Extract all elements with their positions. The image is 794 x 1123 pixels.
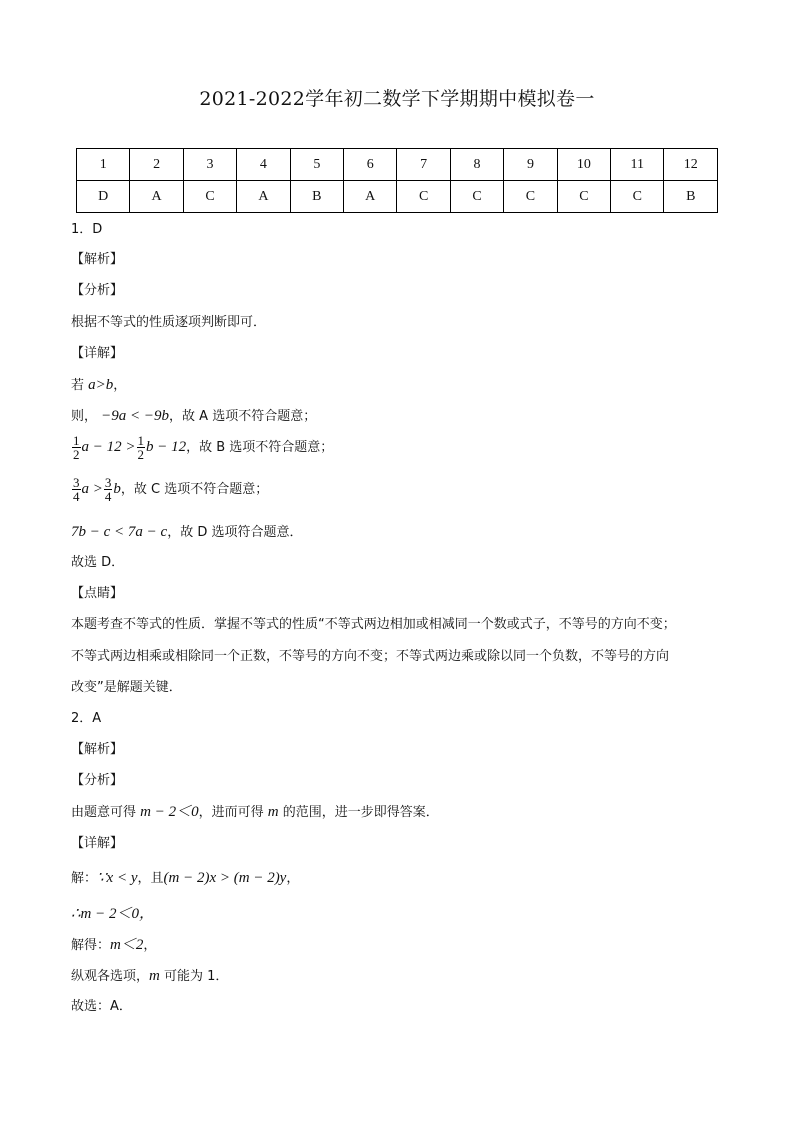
table-cell: 2 xyxy=(130,149,183,181)
q2-conclusion: 故选：A． xyxy=(71,999,132,1014)
q2-step-3 xyxy=(71,937,156,954)
table-cell: A xyxy=(130,181,183,213)
text-span: ， xyxy=(113,378,127,393)
q1-option-d-line xyxy=(71,524,302,541)
fraction-numerator: 3 xyxy=(104,475,112,490)
table-cell: C xyxy=(504,181,557,213)
table-cell: D xyxy=(77,181,130,213)
q1-dianjing-line-1: 本题考查不等式的性质．掌握不等式的性质“不等式两边相加或相减同一个数或式子，不等号的方向不变； xyxy=(71,617,676,632)
math-expression: m − 2＜0 xyxy=(140,804,199,820)
text-span: 可能为 1． xyxy=(159,969,229,984)
page-title: 2021-2022学年初二数学下学期期中模拟卷一 xyxy=(199,88,595,110)
text-span: 则， xyxy=(71,409,98,424)
q1-option-b-line xyxy=(71,434,333,461)
table-cell: 7 xyxy=(397,149,450,181)
q2-step-1 xyxy=(71,870,299,887)
fraction xyxy=(137,434,146,461)
table-cell: C xyxy=(450,181,503,213)
q1-condition-line xyxy=(71,377,126,394)
table-cell: A xyxy=(237,181,290,213)
answer-table-answer-row xyxy=(77,181,718,213)
answer-table-number-row xyxy=(77,149,718,181)
text-span: 由题意可得 xyxy=(71,805,141,820)
fraction-denominator: 4 xyxy=(73,489,80,504)
table-cell: 6 xyxy=(344,149,397,181)
text-span: ，且 xyxy=(137,871,164,886)
fraction xyxy=(72,434,81,461)
text-span: ， xyxy=(286,871,300,886)
math-expression: m xyxy=(267,804,279,820)
q2-heading: 2．A xyxy=(71,711,102,726)
math-expression: (m − 2)x > (m − 2)y xyxy=(163,870,287,886)
q1-dianjing-line-2: 不等式两边相乘或相除同一个正数，不等号的方向不变；不等式两边乘或除以同一个负数，不等号的方向 xyxy=(71,649,670,664)
q1-option-c-line xyxy=(71,476,268,503)
table-cell: 5 xyxy=(290,149,343,181)
q2-xiangjie-label: 【详解】 xyxy=(71,836,124,851)
table-cell: 3 xyxy=(183,149,236,181)
table-cell: B xyxy=(664,181,718,213)
text-span: ，故 A 选项不符合题意； xyxy=(169,409,317,424)
q1-fenxi-label: 【分析】 xyxy=(71,283,124,298)
table-cell: C xyxy=(397,181,450,213)
text-span: ， xyxy=(143,938,157,953)
q1-conclusion: 故选 D． xyxy=(71,555,125,570)
table-cell: 10 xyxy=(557,149,610,181)
fraction-numerator: 3 xyxy=(73,475,80,490)
fraction-numerator: 1 xyxy=(137,433,144,448)
q1-dianjing-label: 【点睛】 xyxy=(71,586,124,601)
math-expression: −9a < −9b xyxy=(101,408,170,424)
q2-step-2 xyxy=(71,906,154,923)
fraction-denominator: 4 xyxy=(104,489,112,504)
q1-xiangjie-label: 【详解】 xyxy=(71,346,124,361)
text-span: ，故 B 选项不符合题意； xyxy=(186,440,334,455)
math-expression: ∵x < y xyxy=(97,870,138,886)
math-expression: b − 12 xyxy=(146,439,187,455)
q1-option-a-line xyxy=(71,408,316,425)
fraction xyxy=(72,476,81,503)
text-span: ，进而可得 xyxy=(198,805,268,820)
text-span: 的范围，进一步即得答案． xyxy=(278,805,439,820)
fraction-denominator: 2 xyxy=(73,447,80,462)
math-expression: m＜2 xyxy=(110,937,144,953)
fraction-denominator: 2 xyxy=(137,447,144,462)
q1-heading: 1．D xyxy=(71,222,103,237)
math-expression: a > xyxy=(81,481,103,497)
table-cell: 12 xyxy=(664,149,718,181)
q2-step-4 xyxy=(71,968,228,985)
fraction-numerator: 1 xyxy=(73,433,80,448)
table-cell: C xyxy=(611,181,664,213)
table-cell: 11 xyxy=(611,149,664,181)
table-cell: 8 xyxy=(450,149,503,181)
text-span: ，故 D 选项符合题意． xyxy=(167,525,303,540)
math-expression: a>b xyxy=(88,377,114,393)
q1-dianjing-line-3: 改变”是解题关键． xyxy=(71,680,182,695)
q1-jiexi-label: 【解析】 xyxy=(71,252,124,267)
q1-fenxi-text: 根据不等式的性质逐项判断即可． xyxy=(71,315,267,330)
q2-jiexi-label: 【解析】 xyxy=(71,742,124,757)
table-cell: 1 xyxy=(77,149,130,181)
math-expression: 7b − c < 7a − c xyxy=(71,524,168,540)
fraction xyxy=(104,476,113,503)
table-cell: 4 xyxy=(237,149,290,181)
answer-table xyxy=(76,148,718,213)
text-span: 解： xyxy=(71,871,98,886)
table-cell: A xyxy=(344,181,397,213)
math-expression: m xyxy=(149,968,160,984)
math-expression: b xyxy=(113,481,121,497)
table-cell: C xyxy=(557,181,610,213)
q2-fenxi-label: 【分析】 xyxy=(71,773,124,788)
text-span: 纵观各选项， xyxy=(71,969,150,984)
text-span: 若 xyxy=(71,378,89,393)
text-span: 解得： xyxy=(71,938,111,953)
table-cell: C xyxy=(183,181,236,213)
q2-fenxi-text xyxy=(71,804,439,821)
math-expression: ∴m − 2＜0， xyxy=(71,906,154,922)
text-span: ，故 C 选项不符合题意； xyxy=(120,482,269,497)
table-cell: B xyxy=(290,181,343,213)
math-expression: a − 12 > xyxy=(81,439,136,455)
table-cell: 9 xyxy=(504,149,557,181)
